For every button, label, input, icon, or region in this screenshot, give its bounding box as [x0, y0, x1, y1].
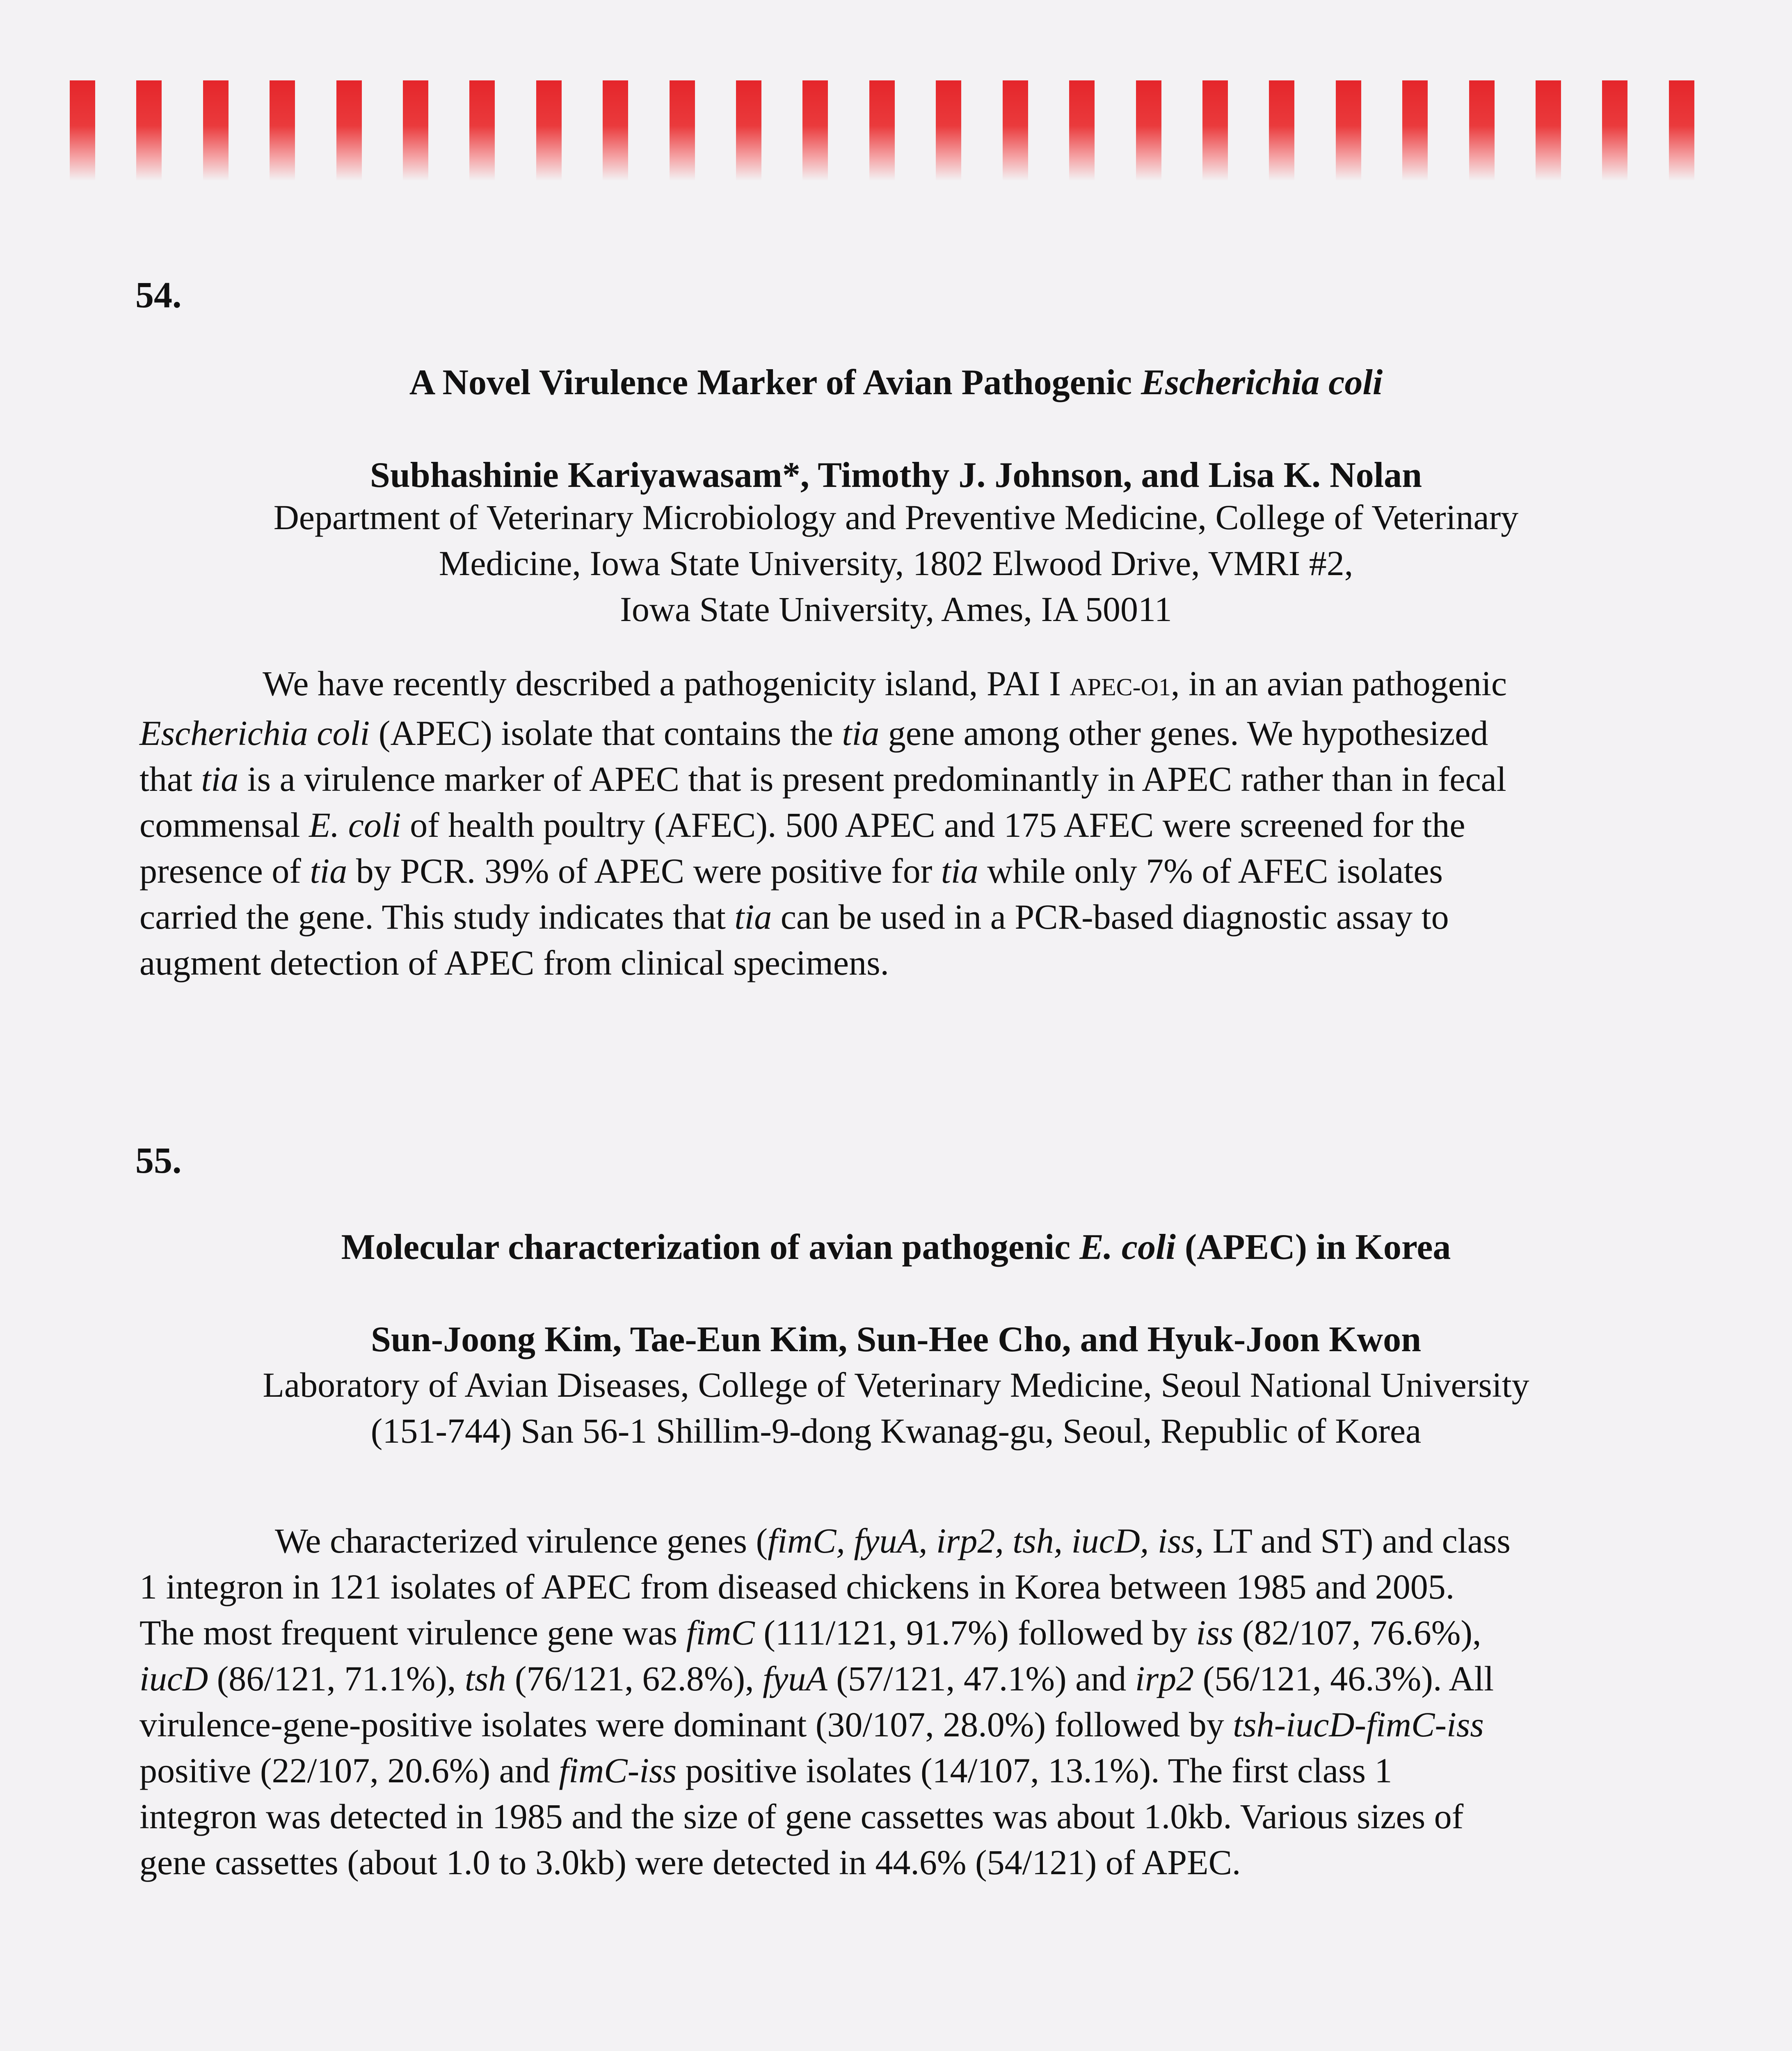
header-stripe-band	[70, 80, 1694, 181]
body-text: positive isolates (14/107, 13.1%). The first class 1	[677, 1751, 1392, 1790]
body-text: commensal	[139, 805, 309, 845]
body-text: gene cassettes (about 1.0 to 3.0kb) were detected in 44.6% (54/121) of APEC.	[139, 1843, 1241, 1882]
title-text: Molecular characterization of avian pathogenic	[341, 1227, 1080, 1267]
body-text: carried the gene. This study indicates that	[139, 897, 735, 936]
body-text: while only 7% of AFEC isolates	[978, 851, 1443, 891]
header-stripe	[1402, 80, 1428, 181]
title-italic-text: E. coli	[1079, 1227, 1176, 1267]
abstract-number: 54.	[135, 275, 182, 315]
body-text: (57/121, 47.1%) and	[827, 1659, 1135, 1698]
body-text: (111/121, 91.7%) followed by	[754, 1613, 1196, 1652]
body-text: The most frequent virulence gene was	[139, 1613, 686, 1652]
title-italic-text: Escherichia coli	[1141, 363, 1383, 402]
body-text: (76/121, 62.8%),	[506, 1659, 763, 1698]
header-stripe	[1469, 80, 1495, 181]
header-stripe	[736, 80, 761, 181]
header-stripe	[136, 80, 162, 181]
body-text: , in an avian pathogenic	[1170, 664, 1507, 703]
italic-text: tia	[310, 851, 347, 891]
body-text: of health poultry (AFEC). 500 APEC and 175 AFEC were screened for the	[401, 805, 1465, 845]
author-list: Sun-Joong Kim, Tae-Eun Kim, Sun-Hee Cho, and Hyuk-Joon Kwon	[370, 1320, 1422, 1359]
italic-text: tia	[842, 713, 880, 753]
body-text: LT and ST) and class	[1204, 1521, 1511, 1560]
header-stripe	[270, 80, 295, 181]
header-stripe	[1536, 80, 1561, 181]
body-text: can be used in a PCR-based diagnostic assay to	[772, 897, 1449, 936]
body-text: by PCR. 39% of APEC were positive for	[347, 851, 941, 891]
header-stripe	[936, 80, 961, 181]
affiliation-line: (151-744) San 56-1 Shillim-9-dong Kwanag-gu, Seoul, Republic of Korea	[370, 1411, 1422, 1450]
body-text: virulence-gene-positive isolates were dominant (30/107, 28.0%) followed by	[139, 1705, 1233, 1744]
body-text: 1 integron in 121 isolates of APEC from diseased chickens in Korea between 1985 and 2005.	[139, 1567, 1455, 1606]
header-stripe	[536, 80, 562, 181]
header-stripe	[1336, 80, 1361, 181]
body-text: presence of	[139, 851, 310, 891]
body-text: (56/121, 46.3%). All	[1194, 1659, 1494, 1698]
header-stripe	[1136, 80, 1161, 181]
italic-text: fimC, fyuA, irp2, tsh, iucD, iss,	[768, 1521, 1204, 1560]
header-stripe	[670, 80, 695, 181]
abstract-body	[139, 1518, 1682, 1885]
italic-text: iucD	[139, 1659, 208, 1698]
italic-text: fyuA	[763, 1659, 827, 1698]
title-text: (APEC) in Korea	[1175, 1227, 1451, 1267]
header-stripe	[70, 80, 95, 181]
body-text: (86/121, 71.1%),	[208, 1659, 465, 1698]
italic-text: tia	[941, 851, 978, 891]
header-stripe	[1069, 80, 1095, 181]
body-text: positive (22/107, 20.6%) and	[139, 1751, 559, 1790]
body-text: We have recently described a pathogenicity island, PAI I	[263, 664, 1070, 703]
abstract-body	[139, 660, 1682, 986]
affiliation	[0, 494, 1792, 632]
header-stripe	[336, 80, 362, 181]
body-text: We characterized virulence genes (	[275, 1521, 768, 1560]
italic-text: irp2	[1135, 1659, 1194, 1698]
body-text: (APEC) isolate that contains the	[370, 713, 842, 753]
abstract-number: 55.	[135, 1140, 182, 1181]
body-text: (82/107, 76.6%),	[1233, 1613, 1481, 1652]
affiliation-line: Laboratory of Avian Diseases, College of Veterinary Medicine, Seoul National University	[263, 1365, 1529, 1405]
body-text: integron was detected in 1985 and the size of gene cassettes was about 1.0kb. Various sizes of	[139, 1797, 1464, 1836]
header-stripe	[1602, 80, 1627, 181]
italic-text: fimC	[686, 1613, 755, 1652]
italic-text: tsh	[464, 1659, 506, 1698]
header-stripe	[1669, 80, 1694, 181]
header-stripe	[802, 80, 828, 181]
header-stripe	[1269, 80, 1294, 181]
italic-text: tia	[201, 759, 239, 799]
affiliation-line: Department of Veterinary Microbiology and Preventive Medicine, College of Veterinary	[273, 498, 1519, 537]
body-text: augment detection of APEC from clinical specimens.	[139, 943, 889, 982]
title-text: A Novel Virulence Marker of Avian Pathogenic	[409, 363, 1141, 402]
abstract-title	[0, 1226, 1792, 1268]
italic-text: tsh-iucD-fimC-iss	[1233, 1705, 1484, 1744]
abstract-title	[0, 362, 1792, 403]
italic-text: Escherichia coli	[139, 713, 370, 753]
header-stripe	[1202, 80, 1228, 181]
affiliation-line: Medicine, Iowa State University, 1802 Elwood Drive, VMRI #2,	[439, 544, 1353, 583]
author-list: Subhashinie Kariyawasam*, Timothy J. Johnson, and Lisa K. Nolan	[370, 455, 1422, 495]
affiliation	[0, 1362, 1792, 1454]
header-stripe	[203, 80, 229, 181]
italic-text: tia	[734, 897, 772, 936]
header-stripe	[603, 80, 628, 181]
header-stripe	[403, 80, 428, 181]
header-stripe	[1003, 80, 1028, 181]
italic-text: E. coli	[309, 805, 401, 845]
italic-text: fimC-iss	[559, 1751, 677, 1790]
body-text: gene among other genes. We hypothesized	[879, 713, 1488, 753]
body-text: that	[139, 759, 201, 799]
affiliation-line: Iowa State University, Ames, IA 50011	[620, 589, 1172, 629]
subscript-text: APEC-O1	[1070, 674, 1171, 701]
header-stripe	[869, 80, 895, 181]
header-stripe	[469, 80, 495, 181]
body-text: is a virulence marker of APEC that is present predominantly in APEC rather than in fecal	[238, 759, 1506, 799]
italic-text: iss	[1196, 1613, 1234, 1652]
